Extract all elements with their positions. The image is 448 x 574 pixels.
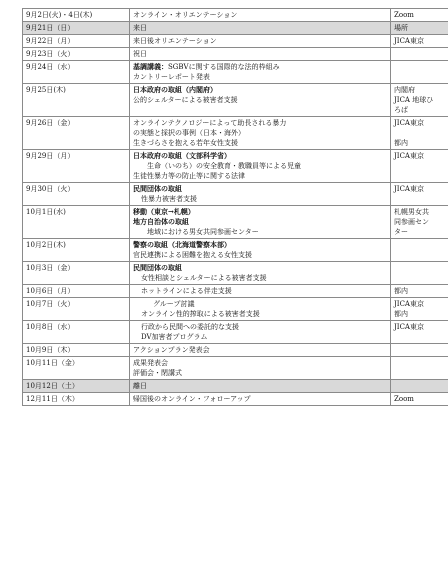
program-line bbox=[133, 368, 387, 378]
program-text: アクションプラン発表会 bbox=[133, 346, 210, 354]
program-text: 来日 bbox=[133, 24, 147, 32]
location-line: 都内 bbox=[394, 287, 408, 295]
program-line bbox=[133, 250, 387, 260]
location-cell bbox=[391, 35, 448, 48]
date-cell: 10月7日（火） bbox=[23, 298, 130, 321]
schedule-row bbox=[23, 321, 448, 344]
schedule-row bbox=[23, 206, 448, 239]
location-cell bbox=[391, 380, 448, 393]
program-text: オンラインテクノロジーによって助長される暴力 bbox=[133, 119, 287, 127]
location-cell bbox=[391, 117, 448, 150]
location-line: ター bbox=[394, 228, 408, 236]
program-text: オンライン性的搾取による被害者支援 bbox=[141, 310, 260, 318]
program-text: 地域における男女共同参画センター bbox=[147, 228, 259, 236]
date-cell: 9月23日（火） bbox=[23, 48, 130, 61]
location-cell bbox=[391, 183, 448, 206]
location-line: JICA東京 bbox=[394, 185, 424, 193]
program-text: 公的シェルターによる被害者支援 bbox=[133, 96, 238, 104]
program-text: 女性相談とシェルターによる被害者支援 bbox=[141, 274, 267, 282]
program-cell bbox=[130, 206, 391, 239]
location-line: JICA 地球ひ bbox=[394, 96, 434, 104]
program-line bbox=[133, 286, 387, 296]
program-line bbox=[133, 10, 387, 20]
program-cell bbox=[130, 84, 391, 117]
location-line: 同参画セン bbox=[394, 218, 429, 226]
program-cell bbox=[130, 357, 391, 380]
program-heading: 日本政府の取組（内閣府） bbox=[133, 85, 217, 94]
program-line bbox=[133, 332, 387, 342]
program-text: 成果発表会 bbox=[133, 359, 168, 367]
date-cell: 10月9日（木） bbox=[23, 344, 130, 357]
schedule-row bbox=[23, 357, 448, 380]
location-cell bbox=[391, 262, 448, 285]
program-heading: 地方自治体の取組 bbox=[133, 217, 189, 226]
location-line: 場所 bbox=[394, 24, 408, 32]
schedule-row bbox=[23, 48, 448, 61]
date-cell: 10月12日（土） bbox=[23, 380, 130, 393]
program-text: 官民連携による困難を抱える女性支援 bbox=[133, 251, 252, 259]
schedule-row bbox=[23, 298, 448, 321]
program-line bbox=[133, 309, 387, 319]
schedule-row bbox=[23, 61, 448, 84]
program-text: 来日後オリエンテーション bbox=[133, 37, 217, 45]
date-cell: 9月30日（火） bbox=[23, 183, 130, 206]
location-cell bbox=[391, 48, 448, 61]
schedule-rows bbox=[23, 9, 448, 406]
date-cell: 9月2日(火)・4日(木) bbox=[23, 9, 130, 22]
program-text: の実態と採択の事例（日本・海外） bbox=[133, 129, 245, 137]
program-cell bbox=[130, 22, 391, 35]
program-text: 生きづらさを抱える若年女性支援 bbox=[133, 139, 238, 147]
program-line bbox=[133, 184, 387, 194]
location-cell bbox=[391, 344, 448, 357]
program-line bbox=[133, 273, 387, 283]
program-line bbox=[133, 49, 387, 59]
program-text: 離日 bbox=[133, 382, 147, 390]
program-cell bbox=[130, 380, 391, 393]
date-cell: 10月3日（金） bbox=[23, 262, 130, 285]
location-cell bbox=[391, 22, 448, 35]
date-cell: 9月25日(木) bbox=[23, 84, 130, 117]
program-text: 生徒性暴力等の防止等に関する法律 bbox=[133, 172, 245, 180]
program-line bbox=[133, 299, 387, 309]
schedule-row bbox=[23, 285, 448, 298]
program-line bbox=[133, 394, 387, 404]
program-cell bbox=[130, 344, 391, 357]
date-cell: 10月11日（金） bbox=[23, 357, 130, 380]
program-heading: 日本政府の取組（文部科学省） bbox=[133, 151, 231, 160]
program-line bbox=[133, 345, 387, 355]
location-line bbox=[394, 128, 448, 138]
program-line bbox=[133, 23, 387, 33]
program-line bbox=[133, 36, 387, 46]
schedule-row bbox=[23, 239, 448, 262]
date-cell: 10月2日(木) bbox=[23, 239, 130, 262]
program-cell bbox=[130, 35, 391, 48]
program-cell bbox=[130, 393, 391, 406]
location-cell bbox=[391, 298, 448, 321]
program-cell bbox=[130, 9, 391, 22]
program-heading: 民間団体の取組 bbox=[133, 184, 182, 193]
location-cell bbox=[391, 206, 448, 239]
program-line bbox=[133, 72, 387, 82]
program-cell bbox=[130, 117, 391, 150]
program-line bbox=[133, 263, 387, 273]
schedule-table bbox=[22, 8, 448, 406]
program-cell bbox=[130, 285, 391, 298]
location-line: JICA東京 bbox=[394, 152, 424, 160]
location-line: Zoom bbox=[394, 395, 414, 403]
schedule-row bbox=[23, 344, 448, 357]
location-line: 都内 bbox=[394, 139, 408, 147]
date-cell: 10月8日（水） bbox=[23, 321, 130, 344]
program-text: オンライン・オリエンテーション bbox=[133, 11, 238, 19]
location-line: Zoom bbox=[394, 11, 414, 19]
program-line bbox=[133, 207, 387, 217]
schedule-row bbox=[23, 22, 448, 35]
location-line: 札幌男女共 bbox=[394, 208, 429, 216]
location-cell bbox=[391, 9, 448, 22]
program-text: カントリーレポート発表 bbox=[133, 73, 210, 81]
date-cell: 9月21日（日） bbox=[23, 22, 130, 35]
location-line: ろば bbox=[394, 106, 408, 114]
schedule-row bbox=[23, 117, 448, 150]
schedule-row bbox=[23, 393, 448, 406]
schedule-row bbox=[23, 35, 448, 48]
program-cell bbox=[130, 321, 391, 344]
location-line: JICA東京 bbox=[394, 323, 424, 331]
location-cell bbox=[391, 239, 448, 262]
location-line: 都内 bbox=[394, 310, 408, 318]
schedule-row bbox=[23, 380, 448, 393]
program-text: SGBVに関する国際的な法的枠組み bbox=[168, 63, 280, 71]
schedule-row bbox=[23, 150, 448, 183]
program-line bbox=[133, 171, 387, 181]
program-cell bbox=[130, 150, 391, 183]
program-heading: 民間団体の取組 bbox=[133, 263, 182, 272]
program-line bbox=[133, 161, 387, 171]
program-heading: 移動（東京→札幌） bbox=[133, 207, 195, 216]
program-text: 行政から民間への委託的な支援 bbox=[141, 323, 239, 331]
date-cell: 12月11日（木） bbox=[23, 393, 130, 406]
program-line bbox=[133, 240, 387, 250]
program-text: 生命（いのち）の安全教育・教職員等による児童 bbox=[147, 162, 301, 170]
program-heading: 警察の取組（北海道警察本部） bbox=[133, 240, 231, 249]
program-line bbox=[133, 381, 387, 391]
location-cell bbox=[391, 393, 448, 406]
program-line bbox=[133, 118, 387, 128]
schedule-row bbox=[23, 262, 448, 285]
program-line bbox=[133, 128, 387, 138]
schedule-row bbox=[23, 9, 448, 22]
location-cell bbox=[391, 84, 448, 117]
program-line bbox=[133, 194, 387, 204]
location-line: JICA東京 bbox=[394, 37, 424, 45]
location-line: JICA東京 bbox=[394, 119, 424, 127]
program-line bbox=[133, 85, 387, 95]
location-cell bbox=[391, 321, 448, 344]
program-text: 評価会・閉講式 bbox=[133, 369, 182, 377]
program-line bbox=[133, 151, 387, 161]
program-line bbox=[133, 217, 387, 227]
date-cell: 9月29日（月） bbox=[23, 150, 130, 183]
program-line bbox=[133, 322, 387, 332]
program-text: DV加害者プログラム bbox=[141, 333, 208, 341]
program-text: 祝日 bbox=[133, 50, 147, 58]
program-line bbox=[133, 227, 387, 237]
location-line: 内閣府 bbox=[394, 86, 415, 94]
program-heading: 基調講義： bbox=[133, 62, 168, 71]
program-line bbox=[133, 138, 387, 148]
program-text: 性暴力被害者支援 bbox=[141, 195, 197, 203]
program-cell bbox=[130, 262, 391, 285]
date-cell: 9月26日（金） bbox=[23, 117, 130, 150]
program-cell bbox=[130, 239, 391, 262]
program-text: 帰国後のオンライン・フォローアップ bbox=[133, 395, 251, 403]
schedule-row bbox=[23, 84, 448, 117]
schedule-row bbox=[23, 183, 448, 206]
program-text: グループ討議 bbox=[153, 300, 195, 308]
location-cell bbox=[391, 285, 448, 298]
location-cell bbox=[391, 61, 448, 84]
program-line bbox=[133, 95, 387, 105]
location-line: JICA東京 bbox=[394, 300, 424, 308]
location-cell bbox=[391, 357, 448, 380]
program-cell bbox=[130, 48, 391, 61]
program-cell bbox=[130, 61, 391, 84]
date-cell: 9月22日（月） bbox=[23, 35, 130, 48]
program-line bbox=[133, 358, 387, 368]
program-text: ホットラインによる伴走支援 bbox=[141, 287, 232, 295]
program-line bbox=[133, 62, 387, 72]
location-cell bbox=[391, 150, 448, 183]
program-cell bbox=[130, 183, 391, 206]
date-cell: 10月6日（月） bbox=[23, 285, 130, 298]
date-cell: 10月1日(水) bbox=[23, 206, 130, 239]
date-cell: 9月24日（水） bbox=[23, 61, 130, 84]
program-cell bbox=[130, 298, 391, 321]
